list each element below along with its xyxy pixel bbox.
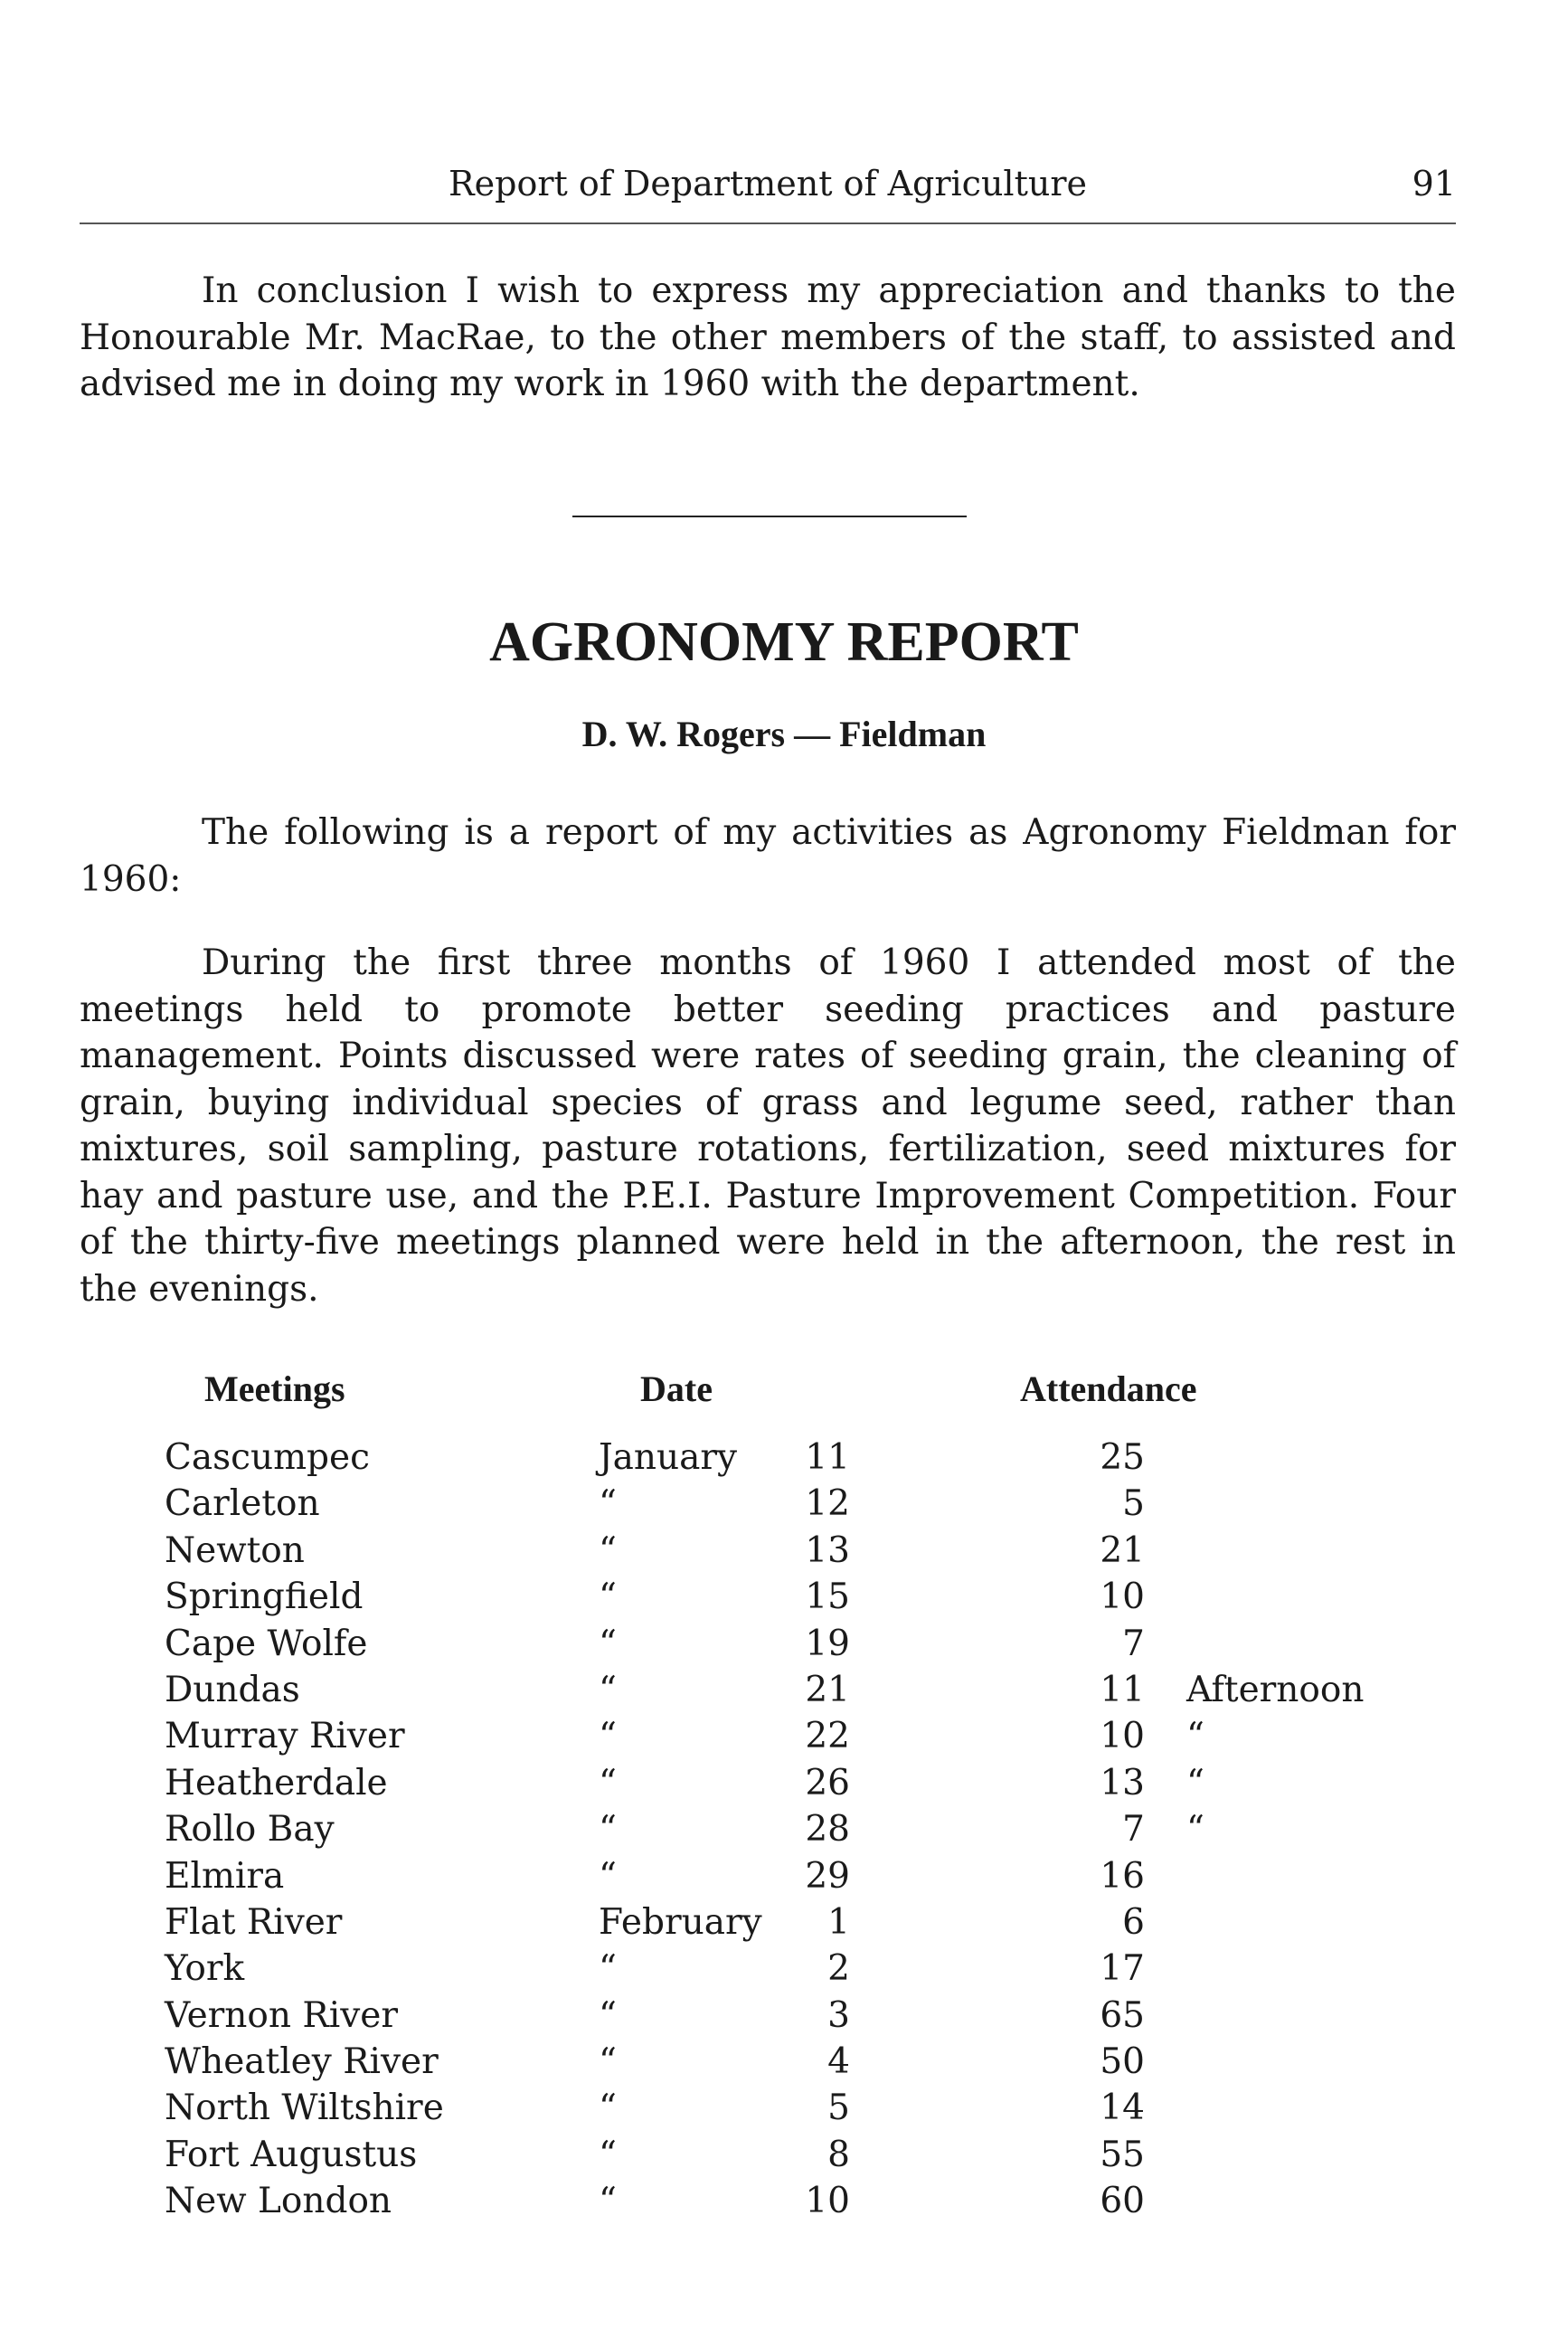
table-row — [0, 1760, 1568, 1806]
meeting-name: New London — [165, 2181, 392, 2222]
meeting-day: 10 — [805, 2181, 850, 2222]
meeting-month: “ — [599, 1576, 617, 1618]
table-row — [0, 2178, 1568, 2224]
meeting-name: York — [165, 1948, 245, 1990]
meeting-attendance: 5 — [1122, 1483, 1145, 1525]
running-header — [80, 161, 1456, 206]
running-title: Report of Department of Agriculture — [449, 164, 1087, 204]
table-header-date: Date — [640, 1368, 713, 1409]
meeting-name: Cascumpec — [165, 1437, 370, 1478]
table-row — [0, 1528, 1568, 1574]
header-rule — [80, 222, 1456, 224]
meetings-table — [0, 1434, 1568, 2225]
meeting-attendance: 17 — [1100, 1948, 1145, 1990]
meeting-name: Wheatley River — [165, 2041, 439, 2083]
section-title: AGRONOMY REPORT — [489, 611, 1079, 673]
meeting-month: “ — [599, 1948, 617, 1990]
meeting-day: 2 — [827, 1948, 850, 1990]
meeting-month: “ — [599, 1623, 617, 1664]
meeting-month: “ — [599, 1855, 617, 1897]
meeting-note: “ — [1186, 1762, 1204, 1804]
meeting-attendance: 10 — [1100, 1716, 1145, 1757]
meeting-day: 28 — [805, 1809, 850, 1851]
meeting-note: “ — [1186, 1809, 1204, 1851]
table-row — [0, 2132, 1568, 2178]
meeting-name: Murray River — [165, 1716, 405, 1757]
meeting-month: “ — [599, 1809, 617, 1851]
meeting-day: 15 — [805, 1576, 850, 1618]
meeting-attendance: 16 — [1100, 1855, 1145, 1897]
meeting-month: “ — [599, 1716, 617, 1757]
table-header-attendance: Attendance — [1020, 1368, 1197, 1409]
meeting-attendance: 7 — [1122, 1623, 1145, 1664]
meeting-attendance: 25 — [1100, 1437, 1145, 1478]
meeting-note: “ — [1186, 1716, 1204, 1757]
section-byline: D. W. Rogers — Fieldman — [581, 714, 987, 754]
meeting-month: “ — [599, 1483, 617, 1525]
meeting-name: Flat River — [165, 1901, 343, 1943]
meeting-attendance: 21 — [1100, 1529, 1145, 1571]
meeting-name: Carleton — [165, 1483, 320, 1525]
meeting-day: 5 — [827, 2088, 850, 2129]
meeting-month: “ — [599, 2181, 617, 2222]
table-row — [0, 1946, 1568, 1992]
meeting-day: 11 — [805, 1437, 850, 1478]
meeting-month: “ — [599, 2088, 617, 2129]
meeting-name: North Wiltshire — [165, 2088, 444, 2129]
meeting-attendance: 50 — [1100, 2041, 1145, 2083]
meeting-day: 22 — [805, 1716, 850, 1757]
table-row — [0, 1806, 1568, 1852]
table-row — [0, 1993, 1568, 2039]
page-number: 91 — [1412, 164, 1456, 204]
meeting-name: Newton — [165, 1529, 305, 1571]
meeting-name: Rollo Bay — [165, 1809, 335, 1851]
meeting-attendance: 60 — [1100, 2181, 1145, 2222]
meeting-month: “ — [599, 1762, 617, 1804]
meeting-month: “ — [599, 1529, 617, 1571]
meeting-day: 29 — [805, 1855, 850, 1897]
meeting-name: Dundas — [165, 1669, 300, 1710]
table-row — [0, 2039, 1568, 2085]
table-row — [0, 1621, 1568, 1667]
meeting-day: 12 — [805, 1483, 850, 1525]
table-row — [0, 1434, 1568, 1481]
meeting-name: Elmira — [165, 1855, 285, 1897]
meeting-name: Springfield — [165, 1576, 364, 1618]
meeting-month: “ — [599, 1994, 617, 2036]
table-row — [0, 1574, 1568, 1620]
meeting-attendance: 55 — [1100, 2134, 1145, 2175]
meeting-day: 4 — [827, 2041, 850, 2083]
meeting-name: Cape Wolfe — [165, 1623, 368, 1664]
meeting-name: Vernon River — [165, 1994, 399, 2036]
meeting-month: January — [599, 1437, 738, 1478]
table-row — [0, 1667, 1568, 1713]
intro-paragraph: The following is a report of my activities as Agronomy Fieldman for 1960: — [80, 812, 1456, 900]
meeting-day: 26 — [805, 1762, 850, 1804]
meeting-note: Afternoon — [1186, 1669, 1365, 1710]
meeting-attendance: 6 — [1122, 1901, 1145, 1943]
table-row — [0, 1853, 1568, 1899]
table-row — [0, 1481, 1568, 1527]
meeting-day: 3 — [827, 1994, 850, 2036]
meeting-name: Fort Augustus — [165, 2134, 418, 2175]
meeting-day: 1 — [827, 1901, 850, 1943]
meeting-month: “ — [599, 2134, 617, 2175]
closing-paragraph: In conclusion I wish to express my appreciation and thanks to the Honourable Mr. MacRae, to the other members of the staff, to assisted and advised me in doing my work in 1960 with the department. — [80, 270, 1456, 404]
table-row — [0, 2085, 1568, 2131]
meeting-day: 13 — [805, 1529, 850, 1571]
table-row — [0, 1899, 1568, 1946]
table-header-meetings: Meetings — [204, 1368, 345, 1409]
section-divider — [572, 516, 967, 517]
meeting-day: 8 — [827, 2134, 850, 2175]
meeting-day: 19 — [805, 1623, 850, 1664]
meeting-month: “ — [599, 1669, 617, 1710]
meeting-attendance: 65 — [1100, 1994, 1145, 2036]
meeting-attendance: 7 — [1122, 1809, 1145, 1851]
meeting-attendance: 11 — [1100, 1669, 1145, 1710]
meeting-month: February — [599, 1901, 762, 1943]
body-paragraph: During the first three months of 1960 I attended most of the meetings held to promote better seeding practices and pasture management. Points discussed were rates of seeding grain, the cleaning of grain, buying individual species of grass and legume seed, rather than mixtures, soil sampling, pasture rotations, fertilization, seed mixtures for hay and pasture use, and the P.E.I. Pasture Improvement Competition. Four of the thirty-five meetings planned were held in the afternoon, the rest in the evenings. — [80, 942, 1456, 1310]
meeting-attendance: 14 — [1100, 2088, 1145, 2129]
meeting-attendance: 13 — [1100, 1762, 1145, 1804]
meeting-name: Heatherdale — [165, 1762, 388, 1804]
table-row — [0, 1713, 1568, 1759]
meeting-day: 21 — [805, 1669, 850, 1710]
meeting-month: “ — [599, 2041, 617, 2083]
meeting-attendance: 10 — [1100, 1576, 1145, 1618]
